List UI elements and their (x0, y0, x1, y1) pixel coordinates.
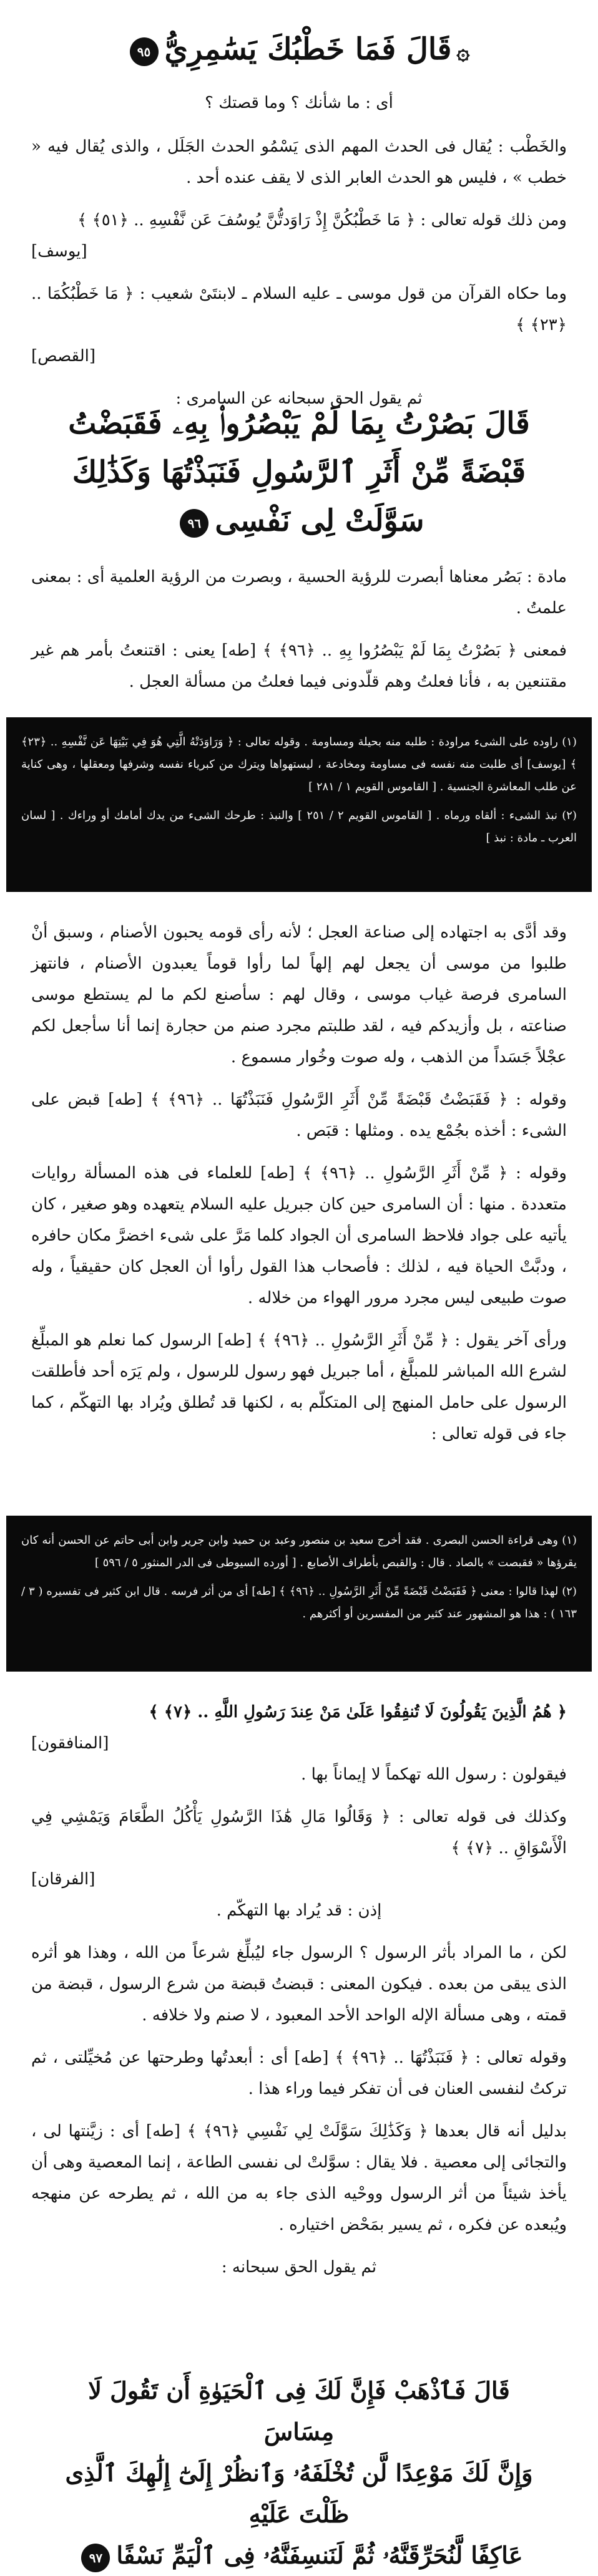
verse-line: عَاكِفًا لَّنُحَرِّقَنَّهُۥ ثُمَّ لَنَنسِفَنَّهُۥ فِى ٱلْيَمِّ نَسْفًا (116, 2541, 523, 2569)
intro-line: أى : ما شأنك ؟ وما قصتك ؟ (205, 94, 393, 112)
verse-line: قَالَ فَٱذْهَبْ فَإِنَّ لَكَ فِى ٱلْحَيَوٰةِ أَن تَقُولَ لَا مِسَاسَ (88, 2376, 510, 2446)
paragraph: فيقولون : رسول الله تهكماً لا إيماناً بها . (301, 1765, 567, 1784)
paragraph: وقد أدَّى به اجتهاده إلى صناعة العجل ؛ لأنه رأى قومه يحبون الأصنام ، وسبق أنْ طلبوا من موسى أن يجعل لهم إلهاً لما رأوا قوماً يعبدون الأصنام ، فانتهز السامرى فرصة غياب موسى ، وقال لهم : سأصنع لكم ما لم يستطع موسى صناعته ، بل وأزيدكم فيه ، لقد طلبتم مجرد صنم من حجارة إنما أنا سأجعل لكم عجْلاً جَسَداً من الذهب ، وله صوت وخُوار مسموع . (31, 923, 567, 1067)
footnote-box (6, 1516, 592, 1672)
footnote: (١) وهى قراءة الحسن البصرى . فقد أخرج سعيد بن منصور وعبد بن حميد وابن جرير وابن أبى حاتم عن الحسن أنه كان يقرؤها « فقبصت » بالصاد . قال : والقبص بأطراف الأصابع . [ أورده السيوطى فى الدر المنثور ٥ / ٥٩٦ ] (21, 1534, 577, 1569)
paragraph: فمعنى ﴿ بَصُرْتُ بِمَا لَمْ يَبْصُرُوا بِهِ .. ﴿٩٦﴾ ﴾ [طه] يعنى : اقتنعتُ بأمر هم غير مقتنعين به ، فأنا فعلتُ وهم قلّدونى فيما فعلتُ من مسألة العجل . (31, 641, 567, 691)
intro (31, 87, 567, 130)
section-4 (31, 1697, 567, 2294)
section-1 (31, 131, 567, 425)
verse-banner-bottom (50, 2370, 548, 2576)
paragraph: وقوله : ﴿ فَقَبَضْتُ قَبْضَةً مِّنْ أَثَرِ الرَّسُولِ فَنَبَذْتُهَا .. ﴿٩٦﴾ ﴾ [طه] قبض على الشىء : أخذه بجُمْع يده . ومثلها : قبَص . (31, 1090, 567, 1140)
paragraph: ومن ذلك قوله تعالى : ﴿ مَا خَطْبُكُنَّ إِذْ رَاوَدتُّنَّ يُوسُفَ عَن نَّفْسِهِ .. ﴿٥١﴾ ﴾ (77, 211, 567, 230)
paragraph: إذن : قد يُراد بها التهكّم . (216, 1901, 382, 1920)
paragraph: وقوله : ﴿ مِّنْ أَثَرِ الرَّسُولِ .. ﴿٩٦﴾ ﴾ [طه] للعلماء فى هذه المسألة روايات متعددة . منها : أن السامرى حين كان جبريل عليه السلام يتعهده وهو صغير ، كان يأتيه على جواد فلاحظ السامرى أن الجواد كلما مَرَّ على شىء اخضرَّ مكان حافره ، ودبَّتْ الحياة فيه ، لذلك : فأصحاب هذا القول رأوا أن العجل كان حقيقياً ، وله صوت طبيعى ليس مجرد مرور الهواء من خلاله . (31, 1164, 567, 1307)
ayah-number-badge: ٩٦ (180, 509, 208, 538)
verse-line: وَإِنَّ لَكَ مَوْعِدًا لَّن تُخْلَفَهُۥ وَٱنظُرْ إِلَىٰٓ إِلَٰهِكَ ٱلَّذِى ظَلْتَ عَلَيْهِ (65, 2459, 533, 2528)
ornament-icon: ۞ (456, 38, 470, 65)
source-tag: [الفرقان] (31, 1870, 96, 1889)
verse-text: قَالَ فَمَا خَطْبُكَ يَسَٰمِرِيُّ (164, 32, 452, 67)
source-tag: [المنافقون] (31, 1734, 109, 1753)
paragraph: بدليل أنه قال بعدها ﴿ وَكَذَٰلِكَ سَوَّلَتْ لِي نَفْسِي ﴿٩٦﴾ ﴾ [طه] أى : زيَّنتها لى ، والتجائى إلى معصية . فلا يقال : سوَّلتْ لى نفسى الطاعة ، إنما المعصية وهى أن يأخذ شيئاً من أثر الرسول ووحْيه الذى جاء به من الله ، ثم يطرحه عن منهجه ويُبعده عن فكره ، ثم يسير بمَحْض اختياره . (31, 2122, 567, 2234)
verse-line: سَوَّلَتْ لِى نَفْسِى (215, 503, 424, 538)
source-tag: [يوسف] (31, 242, 87, 261)
footnote: (١) راوده على الشىء مراودة : طلبه منه بحيلة ومساومة . وقوله تعالى : ﴿ وَرَاوَدَتْهُ الَّتِي هُوَ فِي بَيْتِهَا عَن نَّفْسِهِ .. ﴿٢٣﴾ ﴾ [يوسف] أى طلبت منه نفسه فى مساومة ومخادعة ، ليستهواها ويترك من كبرياء نفسه وشرفها ومعقلها ، وهى كناية عن طلب المعاشرة الجنسية . [ القاموس القويم ١ / ٢٨١ ] (21, 735, 577, 793)
paragraph: وقوله تعالى : ﴿ فَنَبَذْتُهَا .. ﴿٩٦﴾ ﴾ [طه] أى : أبعدتُها وطرحتها عن مُخيِّلتى ، ثم تركتُ لنفسى العنان فى أن تفكر فيما وراء هذا . (31, 2048, 567, 2098)
verse-banner-top (50, 25, 548, 76)
ayah-number-badge: ٩٥ (130, 37, 159, 66)
paragraph: لكن ، ما المراد بأثر الرسول ؟ الرسول جاء ليُبلِّغ شرعاً من الله ، وهذا هو أثره الذى يبقى من بعده . فيكون المعنى : قبضتُ قبضة من شرع الرسول ، قبضة من قمته ، وهى مسألة الإله الواحد الأحد المعبود ، لا صنم ولا خلافه . (31, 1944, 567, 2025)
source-tag: [القصص] (31, 347, 96, 366)
paragraph: ثم يقول الحق سبحانه عن السامرى : (175, 389, 423, 408)
paragraph: وكذلك فى قوله تعالى : ﴿ وَقَالُوا مَالِ هَٰذَا الرَّسُولِ يَأْكُلُ الطَّعَامَ وَيَمْشِي فِي الْأَسْوَاقِ .. ﴿٧﴾ ﴾ (31, 1808, 567, 1857)
footnote: (٢) لهذا قالوا : معنى ﴿ فَقَبَضْتُ قَبْضَةً مِّنْ أَثَرِ الرَّسُولِ .. ﴿٩٦﴾ ﴾ [طه] أى من أثر فرسه . قال ابن كثير فى تفسيره ( ٣ / ١٦٣ ) : هذا هو المشهور عند كثير من المفسرين أو أكثرهم . (21, 1585, 577, 1620)
footnote: (٢) نبذ الشىء : ألقاه ورماه . [ القاموس القويم ٢ / ٢٥١ ] والنبذ : طرحك الشىء من يدك أمامك أو وراءك . [ لسان العرب ـ مادة : نبذ ] (21, 809, 577, 845)
paragraph: والخَطْب : يُقال فى الحدث المهم الذى يَسْمُو الحدث الجَلَل ، والذى يُقال فيه « خطب » ، فليس هو الحدث العابر الذى لا يقف عنده أحد . (31, 137, 567, 187)
paragraph: ورأى آخر يقول : ﴿ مِّنْ أَثَرِ الرَّسُولِ .. ﴿٩٦﴾ ﴾ [طه] الرسول كما نعلم هو المبلِّغ لشرع الله المباشر للمبلَّغ ، أما جبريل فهو رسول للرسول ، ولم يَرَه أحد فأطلقت الرسول على حامل المنهج إلى المتكلّم به ، لكنها قد تُطلق ويُراد بها التهكّم ، كما جاء فى قوله تعالى : (31, 1331, 567, 1443)
verse-line: قَالَ بَصُرْتُ بِمَا لَمْ يَبْصُرُوا۟ بِهِۦ فَقَبَضْتُ (68, 406, 530, 441)
ayah-number-badge: ٩٧ (81, 2544, 110, 2572)
paragraph: وما حكاه القرآن من قول موسى ـ عليه السلام ـ لابنتَىْ شعيب : ﴿ مَا خَطْبُكُمَا .. ﴿٢٣﴾ ﴾ (31, 284, 567, 334)
paragraph: مادة : بَصُر معناها أبصرت للرؤية الحسية ، وبصرت من الرؤية العلمية أى : بمعنى علمتُ . (31, 568, 567, 617)
section-3 (31, 917, 567, 1461)
verse-line: قَبْضَةً مِّنْ أَثَرِ ٱلرَّسُولِ فَنَبَذْتُهَا وَكَذَٰلِكَ (72, 455, 526, 490)
section-2 (31, 561, 567, 709)
paragraph: ثم يقول الحق سبحانه : (221, 2258, 377, 2277)
quran-quote: ﴿ هُمُ الَّذِينَ يَقُولُونَ لَا تُنفِقُوا عَلَىٰ مَنْ عِندَ رَسُولِ اللَّهِ .. ﴿٧﴾ ﴾ (149, 1703, 567, 1721)
verse-banner-mid (50, 399, 548, 545)
footnote-box (6, 717, 592, 892)
